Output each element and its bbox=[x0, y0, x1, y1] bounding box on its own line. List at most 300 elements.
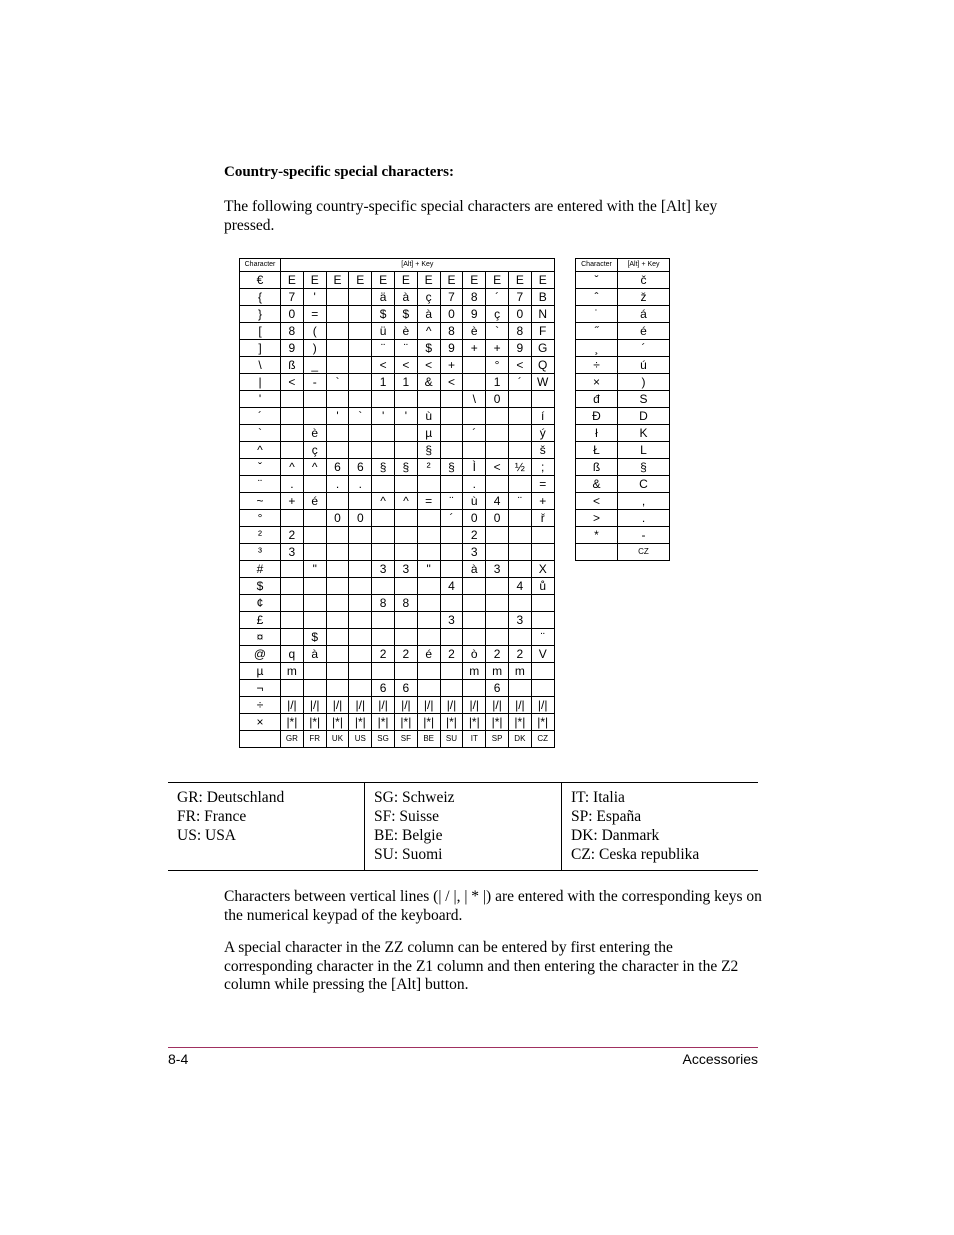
key-cell bbox=[349, 663, 372, 680]
country-entry: SF: Suisse bbox=[374, 808, 440, 825]
character-column-header: Character bbox=[240, 259, 281, 272]
character-cell: € bbox=[240, 272, 281, 289]
alt-key-column-header: [Alt] + Key bbox=[618, 259, 670, 272]
key-cell bbox=[372, 425, 395, 442]
key-cell: ý bbox=[531, 425, 554, 442]
character-cell: Đ bbox=[576, 408, 618, 425]
key-cell: 6 bbox=[326, 459, 349, 476]
country-column-2 bbox=[365, 783, 562, 871]
key-cell bbox=[372, 510, 395, 527]
key-cell bbox=[440, 425, 463, 442]
key-cell bbox=[281, 561, 304, 578]
character-cell: ¤ bbox=[240, 629, 281, 646]
character-cell: ' bbox=[240, 391, 281, 408]
zz-column-note: A special character in the ZZ column can be entered by first entering the corresponding character in the Z1 column and then entering the character in the Z2 column while pressing the [Alt] button. bbox=[224, 939, 739, 993]
key-cell bbox=[531, 544, 554, 561]
key-cell: . bbox=[463, 476, 486, 493]
character-cell: ¨ bbox=[240, 476, 281, 493]
country-legend-table bbox=[168, 782, 758, 871]
character-cell: ˝ bbox=[576, 323, 618, 340]
character-cell: ß bbox=[576, 459, 618, 476]
table-row bbox=[576, 527, 670, 544]
key-cell bbox=[372, 612, 395, 629]
key-cell: . bbox=[349, 476, 372, 493]
key-cell bbox=[281, 408, 304, 425]
table-row bbox=[576, 459, 670, 476]
table-row bbox=[240, 289, 555, 306]
key-cell: ů bbox=[531, 578, 554, 595]
key-cell: è bbox=[463, 323, 486, 340]
key-cell: |/| bbox=[326, 697, 349, 714]
key-cell: " bbox=[303, 561, 326, 578]
key-cell: 3 bbox=[372, 561, 395, 578]
key-cell: ´ bbox=[486, 289, 509, 306]
character-cell: | bbox=[240, 374, 281, 391]
key-cell bbox=[440, 680, 463, 697]
key-cell bbox=[531, 680, 554, 697]
key-cell: ` bbox=[326, 374, 349, 391]
key-cell: ¨ bbox=[372, 340, 395, 357]
key-cell bbox=[281, 510, 304, 527]
key-cell: B bbox=[531, 289, 554, 306]
key-cell bbox=[281, 612, 304, 629]
key-cell bbox=[463, 612, 486, 629]
key-cell: E bbox=[303, 272, 326, 289]
key-cell bbox=[372, 527, 395, 544]
key-cell: 7 bbox=[281, 289, 304, 306]
table-row bbox=[576, 374, 670, 391]
key-cell: E bbox=[417, 272, 440, 289]
table-row bbox=[576, 340, 670, 357]
key-cell bbox=[281, 629, 304, 646]
key-cell: F bbox=[531, 323, 554, 340]
key-cell: + bbox=[463, 340, 486, 357]
key-cell bbox=[349, 306, 372, 323]
key-cell: 8 bbox=[394, 595, 417, 612]
key-cell bbox=[486, 527, 509, 544]
key-cell: ( bbox=[303, 323, 326, 340]
key-cell: 6 bbox=[486, 680, 509, 697]
key-cell: 0 bbox=[281, 306, 304, 323]
table-row bbox=[240, 374, 555, 391]
key-cell: m bbox=[508, 663, 531, 680]
key-cell bbox=[417, 595, 440, 612]
key-cell: E bbox=[281, 272, 304, 289]
key-cell: ž bbox=[618, 289, 670, 306]
country-entry: GR: Deutschland bbox=[177, 789, 285, 806]
character-cell: đ bbox=[576, 391, 618, 408]
key-cell bbox=[281, 578, 304, 595]
key-cell: , bbox=[618, 493, 670, 510]
key-cell: m bbox=[463, 663, 486, 680]
country-code-cell: BE bbox=[417, 731, 440, 748]
key-cell: $ bbox=[394, 306, 417, 323]
table-row bbox=[240, 357, 555, 374]
key-cell bbox=[372, 442, 395, 459]
key-cell: |*| bbox=[326, 714, 349, 731]
key-cell: m bbox=[486, 663, 509, 680]
key-cell bbox=[349, 425, 372, 442]
character-cell: # bbox=[240, 561, 281, 578]
country-code-cell: GR bbox=[281, 731, 304, 748]
key-cell: |/| bbox=[303, 697, 326, 714]
key-cell bbox=[349, 595, 372, 612]
key-cell bbox=[326, 340, 349, 357]
key-cell bbox=[508, 595, 531, 612]
key-cell bbox=[486, 425, 509, 442]
key-cell bbox=[326, 323, 349, 340]
key-cell bbox=[326, 306, 349, 323]
key-cell: 3 bbox=[394, 561, 417, 578]
table-row bbox=[576, 323, 670, 340]
key-cell: ù bbox=[463, 493, 486, 510]
key-cell: ½ bbox=[508, 459, 531, 476]
key-cell: ^ bbox=[372, 493, 395, 510]
key-cell: 2 bbox=[486, 646, 509, 663]
key-cell bbox=[508, 544, 531, 561]
country-code-cell: SP bbox=[486, 731, 509, 748]
country-entry: SG: Schweiz bbox=[374, 789, 455, 806]
key-cell: ¨ bbox=[394, 340, 417, 357]
character-cell: ´ bbox=[240, 408, 281, 425]
table-row bbox=[240, 544, 555, 561]
key-cell: ¨ bbox=[531, 629, 554, 646]
key-cell: C bbox=[618, 476, 670, 493]
key-cell bbox=[463, 408, 486, 425]
key-cell: ä bbox=[372, 289, 395, 306]
key-cell: 0 bbox=[440, 306, 463, 323]
key-cell: § bbox=[417, 442, 440, 459]
key-cell: 0 bbox=[508, 306, 531, 323]
key-cell: < bbox=[508, 357, 531, 374]
country-entry: FR: France bbox=[177, 808, 247, 825]
key-cell: à bbox=[303, 646, 326, 663]
key-cell: E bbox=[531, 272, 554, 289]
country-code-cell bbox=[576, 544, 618, 561]
country-code-cell: CZ bbox=[531, 731, 554, 748]
key-cell bbox=[303, 595, 326, 612]
country-column-3 bbox=[562, 783, 759, 871]
key-cell: + bbox=[531, 493, 554, 510]
key-cell: 2 bbox=[463, 527, 486, 544]
key-cell: X bbox=[531, 561, 554, 578]
key-cell: E bbox=[463, 272, 486, 289]
country-entry: DK: Danmark bbox=[571, 827, 660, 844]
key-cell: ' bbox=[372, 408, 395, 425]
character-cell: @ bbox=[240, 646, 281, 663]
character-cell: Ł bbox=[576, 442, 618, 459]
key-cell bbox=[349, 493, 372, 510]
main-character-table bbox=[239, 258, 555, 748]
key-cell bbox=[372, 629, 395, 646]
key-cell: 0 bbox=[486, 391, 509, 408]
key-cell bbox=[394, 527, 417, 544]
character-cell: { bbox=[240, 289, 281, 306]
key-cell bbox=[508, 629, 531, 646]
key-cell bbox=[463, 357, 486, 374]
key-cell bbox=[372, 391, 395, 408]
key-cell bbox=[440, 408, 463, 425]
key-cell bbox=[508, 561, 531, 578]
key-cell bbox=[326, 595, 349, 612]
key-cell: G bbox=[531, 340, 554, 357]
key-cell bbox=[303, 408, 326, 425]
key-cell: E bbox=[349, 272, 372, 289]
key-cell: ¨ bbox=[440, 493, 463, 510]
key-cell: ° bbox=[486, 357, 509, 374]
key-cell bbox=[463, 578, 486, 595]
table-row bbox=[240, 578, 555, 595]
table-row bbox=[240, 272, 555, 289]
key-cell bbox=[281, 425, 304, 442]
key-cell: ç bbox=[486, 306, 509, 323]
key-cell bbox=[303, 527, 326, 544]
key-cell bbox=[326, 357, 349, 374]
key-cell: 1 bbox=[372, 374, 395, 391]
key-cell bbox=[463, 595, 486, 612]
key-cell: 6 bbox=[349, 459, 372, 476]
side-character-table bbox=[575, 258, 670, 561]
character-cell: ÷ bbox=[576, 357, 618, 374]
key-cell bbox=[349, 561, 372, 578]
key-cell: š bbox=[531, 442, 554, 459]
character-cell: ^ bbox=[240, 442, 281, 459]
key-cell: + bbox=[486, 340, 509, 357]
key-cell: 0 bbox=[463, 510, 486, 527]
key-cell bbox=[486, 612, 509, 629]
key-cell bbox=[349, 646, 372, 663]
country-code-cell: IT bbox=[463, 731, 486, 748]
key-cell: & bbox=[417, 374, 440, 391]
key-cell bbox=[303, 510, 326, 527]
key-cell bbox=[394, 629, 417, 646]
table-row bbox=[576, 357, 670, 374]
key-cell: č bbox=[618, 272, 670, 289]
table-row bbox=[240, 459, 555, 476]
key-cell bbox=[394, 425, 417, 442]
character-cell: ˙ bbox=[576, 306, 618, 323]
character-cell: ` bbox=[240, 425, 281, 442]
key-cell: 2 bbox=[372, 646, 395, 663]
key-cell bbox=[463, 680, 486, 697]
country-entry: SP: España bbox=[571, 808, 642, 825]
key-cell bbox=[349, 374, 372, 391]
key-cell bbox=[486, 544, 509, 561]
character-cell: £ bbox=[240, 612, 281, 629]
key-cell: 2 bbox=[440, 646, 463, 663]
key-cell: q bbox=[281, 646, 304, 663]
table-row bbox=[240, 408, 555, 425]
key-cell bbox=[349, 442, 372, 459]
footer-rule bbox=[168, 1047, 758, 1048]
key-cell: 0 bbox=[486, 510, 509, 527]
key-cell bbox=[486, 408, 509, 425]
key-cell bbox=[440, 391, 463, 408]
key-cell: 6 bbox=[372, 680, 395, 697]
key-cell bbox=[417, 629, 440, 646]
key-cell: K bbox=[618, 425, 670, 442]
key-cell bbox=[417, 663, 440, 680]
key-cell: - bbox=[303, 374, 326, 391]
key-cell bbox=[326, 561, 349, 578]
page-number: 8-4 bbox=[168, 1051, 189, 1067]
key-cell bbox=[486, 595, 509, 612]
key-cell bbox=[349, 340, 372, 357]
key-cell bbox=[372, 476, 395, 493]
country-entry: US: USA bbox=[177, 827, 237, 844]
character-cell: ² bbox=[240, 527, 281, 544]
country-code-cell: CZ bbox=[618, 544, 670, 561]
key-cell: 1 bbox=[394, 374, 417, 391]
key-cell: ^ bbox=[417, 323, 440, 340]
key-cell: |*| bbox=[463, 714, 486, 731]
key-cell: ´ bbox=[618, 340, 670, 357]
table-row bbox=[240, 680, 555, 697]
intro-paragraph: The following country-specific special characters are entered with the [Alt] key pressed. bbox=[224, 198, 718, 234]
character-cell: × bbox=[576, 374, 618, 391]
key-cell bbox=[372, 663, 395, 680]
key-cell bbox=[486, 578, 509, 595]
key-cell: ´ bbox=[508, 374, 531, 391]
key-cell: 0 bbox=[326, 510, 349, 527]
table-row bbox=[576, 493, 670, 510]
key-cell bbox=[440, 595, 463, 612]
key-cell bbox=[486, 629, 509, 646]
key-cell bbox=[349, 612, 372, 629]
key-cell bbox=[486, 476, 509, 493]
key-cell bbox=[531, 527, 554, 544]
table-row bbox=[240, 527, 555, 544]
key-cell: à bbox=[463, 561, 486, 578]
key-cell bbox=[372, 578, 395, 595]
key-cell bbox=[349, 578, 372, 595]
table-row bbox=[240, 442, 555, 459]
key-cell bbox=[326, 663, 349, 680]
key-cell bbox=[303, 391, 326, 408]
key-cell: 3 bbox=[508, 612, 531, 629]
key-cell: |/| bbox=[508, 697, 531, 714]
key-cell bbox=[326, 391, 349, 408]
character-cell: ~ bbox=[240, 493, 281, 510]
key-cell: $ bbox=[417, 340, 440, 357]
key-cell: |*| bbox=[281, 714, 304, 731]
key-cell: 6 bbox=[394, 680, 417, 697]
key-cell: . bbox=[618, 510, 670, 527]
key-cell: 7 bbox=[508, 289, 531, 306]
table-row bbox=[576, 510, 670, 527]
key-cell bbox=[508, 476, 531, 493]
key-cell: |/| bbox=[440, 697, 463, 714]
key-cell: < bbox=[281, 374, 304, 391]
key-cell bbox=[417, 612, 440, 629]
key-cell: |/| bbox=[281, 697, 304, 714]
character-cell: ¸ bbox=[576, 340, 618, 357]
key-cell: |*| bbox=[531, 714, 554, 731]
country-code-row bbox=[240, 731, 555, 748]
key-cell: 4 bbox=[440, 578, 463, 595]
key-cell bbox=[394, 612, 417, 629]
key-cell: E bbox=[394, 272, 417, 289]
key-cell: = bbox=[303, 306, 326, 323]
key-cell bbox=[326, 629, 349, 646]
key-cell: < bbox=[440, 374, 463, 391]
table-row bbox=[576, 425, 670, 442]
table-row bbox=[240, 391, 555, 408]
key-cell: ' bbox=[303, 289, 326, 306]
key-cell: + bbox=[440, 357, 463, 374]
character-cell: [ bbox=[240, 323, 281, 340]
table-row bbox=[240, 340, 555, 357]
character-column-header: Character bbox=[576, 259, 618, 272]
character-cell: ˆ bbox=[576, 289, 618, 306]
table-row bbox=[240, 476, 555, 493]
key-cell: ^ bbox=[303, 459, 326, 476]
table-row bbox=[240, 323, 555, 340]
key-cell: |*| bbox=[486, 714, 509, 731]
key-cell: _ bbox=[303, 357, 326, 374]
key-cell: 8 bbox=[463, 289, 486, 306]
key-cell: ß bbox=[281, 357, 304, 374]
key-cell: § bbox=[394, 459, 417, 476]
key-cell bbox=[349, 323, 372, 340]
key-cell: |/| bbox=[417, 697, 440, 714]
key-cell bbox=[508, 680, 531, 697]
table-row bbox=[240, 629, 555, 646]
table-row bbox=[240, 306, 555, 323]
key-cell bbox=[417, 680, 440, 697]
key-cell bbox=[463, 442, 486, 459]
key-cell: Ì bbox=[463, 459, 486, 476]
key-cell: = bbox=[417, 493, 440, 510]
key-cell: § bbox=[372, 459, 395, 476]
key-cell: E bbox=[508, 272, 531, 289]
table-row bbox=[240, 510, 555, 527]
key-cell bbox=[326, 425, 349, 442]
key-cell bbox=[440, 663, 463, 680]
country-code-cell: SG bbox=[372, 731, 395, 748]
country-code-cell bbox=[240, 731, 281, 748]
key-cell bbox=[349, 357, 372, 374]
country-code-cell: FR bbox=[303, 731, 326, 748]
key-cell: ú bbox=[618, 357, 670, 374]
key-cell bbox=[440, 629, 463, 646]
key-cell: |/| bbox=[349, 697, 372, 714]
key-cell bbox=[508, 510, 531, 527]
key-cell: ù bbox=[417, 408, 440, 425]
key-cell: < bbox=[486, 459, 509, 476]
key-cell: à bbox=[417, 306, 440, 323]
key-cell bbox=[394, 544, 417, 561]
key-cell: µ bbox=[417, 425, 440, 442]
key-cell: . bbox=[281, 476, 304, 493]
key-cell bbox=[349, 629, 372, 646]
key-cell: § bbox=[618, 459, 670, 476]
key-cell: + bbox=[281, 493, 304, 510]
character-cell: ³ bbox=[240, 544, 281, 561]
key-cell bbox=[440, 442, 463, 459]
key-cell: ´ bbox=[440, 510, 463, 527]
key-cell bbox=[281, 680, 304, 697]
key-cell: ^ bbox=[394, 493, 417, 510]
key-cell: ř bbox=[531, 510, 554, 527]
table-row bbox=[240, 595, 555, 612]
key-cell: |*| bbox=[508, 714, 531, 731]
character-cell: < bbox=[576, 493, 618, 510]
table-row bbox=[576, 442, 670, 459]
character-cell: ¬ bbox=[240, 680, 281, 697]
key-cell bbox=[417, 391, 440, 408]
section-heading: Country-specific special characters: bbox=[224, 164, 454, 180]
